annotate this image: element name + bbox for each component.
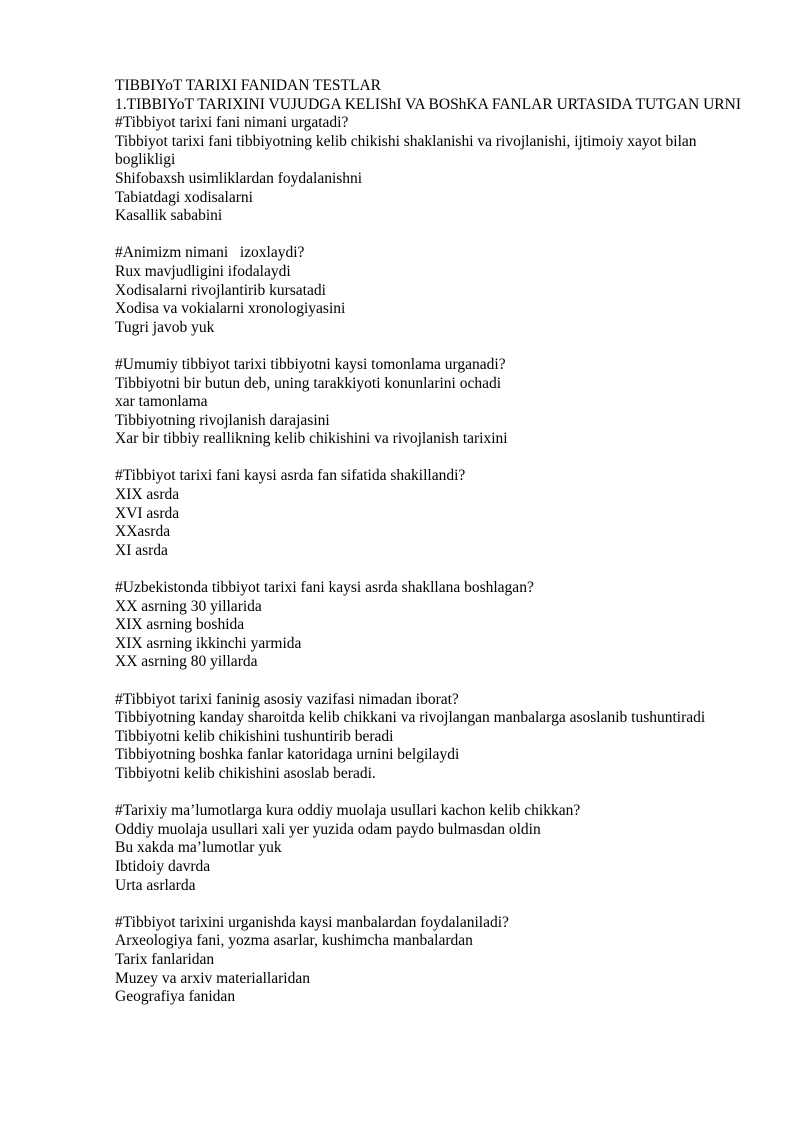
answer-option: Oddiy muolaja usullari xali yer yuzida odam paydo bulmasdan oldin	[115, 820, 541, 838]
question-text: #Tibbiyot tarixi fani nimani urgatadi?	[115, 114, 349, 132]
spacer	[115, 895, 755, 914]
answer-option: Xodisalarni rivojlantirib kursatadi	[115, 281, 326, 299]
question-block	[115, 114, 755, 226]
answer-option: XI asrda	[115, 541, 168, 559]
question-text: #Tibbiyot tarixi faninig asosiy vazifasi nimadan iborat?	[115, 690, 459, 708]
answer-option: Tibbiyot tarixi fani tibbiyotning kelib chikishi shaklanishi va rivojlanishi, ijtimoiy xayot bilan boglikligi	[115, 132, 701, 169]
answer-option: XX asrning 80 yillarda	[115, 653, 258, 671]
answer-option: Kasallik sababini	[115, 207, 223, 225]
answer-option: Geografiya fanidan	[115, 988, 236, 1006]
spacer	[115, 784, 755, 803]
answer-option: XXasrda	[115, 523, 171, 541]
answer-option: Bu xakda ma’lumotlar yuk	[115, 839, 282, 857]
spacer	[115, 560, 755, 579]
answer-option: Tibbiyotni kelib chikishini asoslab beradi.	[115, 764, 376, 782]
answer-option: Tibbiyotning rivojlanish darajasini	[115, 411, 330, 429]
answer-option: XIX asrning ikkinchi yarmida	[115, 634, 302, 652]
spacer	[115, 672, 755, 691]
answer-option: Rux mavjudligini ifodalaydi	[115, 262, 291, 280]
document-title: TIBBIYoT TARIXI FANIDAN TESTLAR	[115, 77, 382, 94]
question-block	[115, 802, 755, 895]
answer-option: Urta asrlarda	[115, 876, 196, 894]
spacer	[115, 226, 755, 245]
answer-option: Tugri javob yuk	[115, 318, 215, 336]
answer-option: Tabiatdagi xodisalarni	[115, 188, 253, 206]
spacer	[115, 449, 755, 468]
answer-option: xar tamonlama	[115, 393, 208, 411]
answer-option: Muzey va arxiv materiallaridan	[115, 969, 310, 987]
question-block	[115, 914, 755, 1007]
question-list	[115, 114, 755, 1007]
answer-option: XVI asrda	[115, 504, 180, 522]
question-text: #Uzbekistonda tibbiyot tarixi fani kaysi asrda shakllana boshlagan?	[115, 579, 534, 597]
section-heading: 1.TIBBIYoT TARIXINI VUJUDGA KELIShI VA BOShKA FANLAR URTASIDA TUTGAN URNI	[115, 95, 741, 113]
answer-option: XIX asrda	[115, 486, 180, 504]
spacer	[115, 337, 755, 356]
question-text: #Tibbiyot tarixini urganishda kaysi manbalardan foydalaniladi?	[115, 913, 509, 931]
answer-option: XIX asrning boshida	[115, 616, 245, 634]
question-block	[115, 244, 755, 337]
question-text: #Umumiy tibbiyot tarixi tibbiyotni kaysi tomonlama urganadi?	[115, 355, 506, 373]
question-block	[115, 691, 755, 784]
question-block	[115, 467, 755, 560]
document-page	[115, 77, 755, 1007]
answer-option: Tibbiyotni bir butun deb, uning tarakkiyoti konunlarini ochadi	[115, 374, 502, 392]
answer-option: Shifobaxsh usimliklardan foydalanishni	[115, 169, 363, 187]
question-text: #Tarixiy ma’lumotlarga kura oddiy muolaja usullari kachon kelib chikkan?	[115, 802, 581, 820]
question-text: #Animizm nimani izoxlaydi?	[115, 244, 305, 262]
question-text: #Tibbiyot tarixi fani kaysi asrda fan sifatida shakillandi?	[115, 467, 466, 485]
question-block	[115, 356, 755, 449]
answer-option: Xodisa va vokialarni xronologiyasini	[115, 300, 346, 318]
answer-option: Tibbiyotning boshka fanlar katoridaga urnini belgilaydi	[115, 746, 460, 764]
answer-option: Arxeologiya fani, yozma asarlar, kushimcha manbalardan	[115, 932, 473, 950]
answer-option: Tarix fanlaridan	[115, 950, 215, 968]
answer-option: Ibtidoiy davrda	[115, 857, 211, 875]
answer-option: XX asrning 30 yillarida	[115, 597, 262, 615]
answer-option: Tibbiyotni kelib chikishini tushuntirib beradi	[115, 727, 394, 745]
answer-option: Xar bir tibbiy reallikning kelib chikishini va rivojlanish tarixini	[115, 430, 508, 448]
answer-option: Tibbiyotning kanday sharoitda kelib chikkani va rivojlangan manbalarga asoslanib tushuntiradi	[115, 709, 706, 727]
question-block	[115, 579, 755, 672]
